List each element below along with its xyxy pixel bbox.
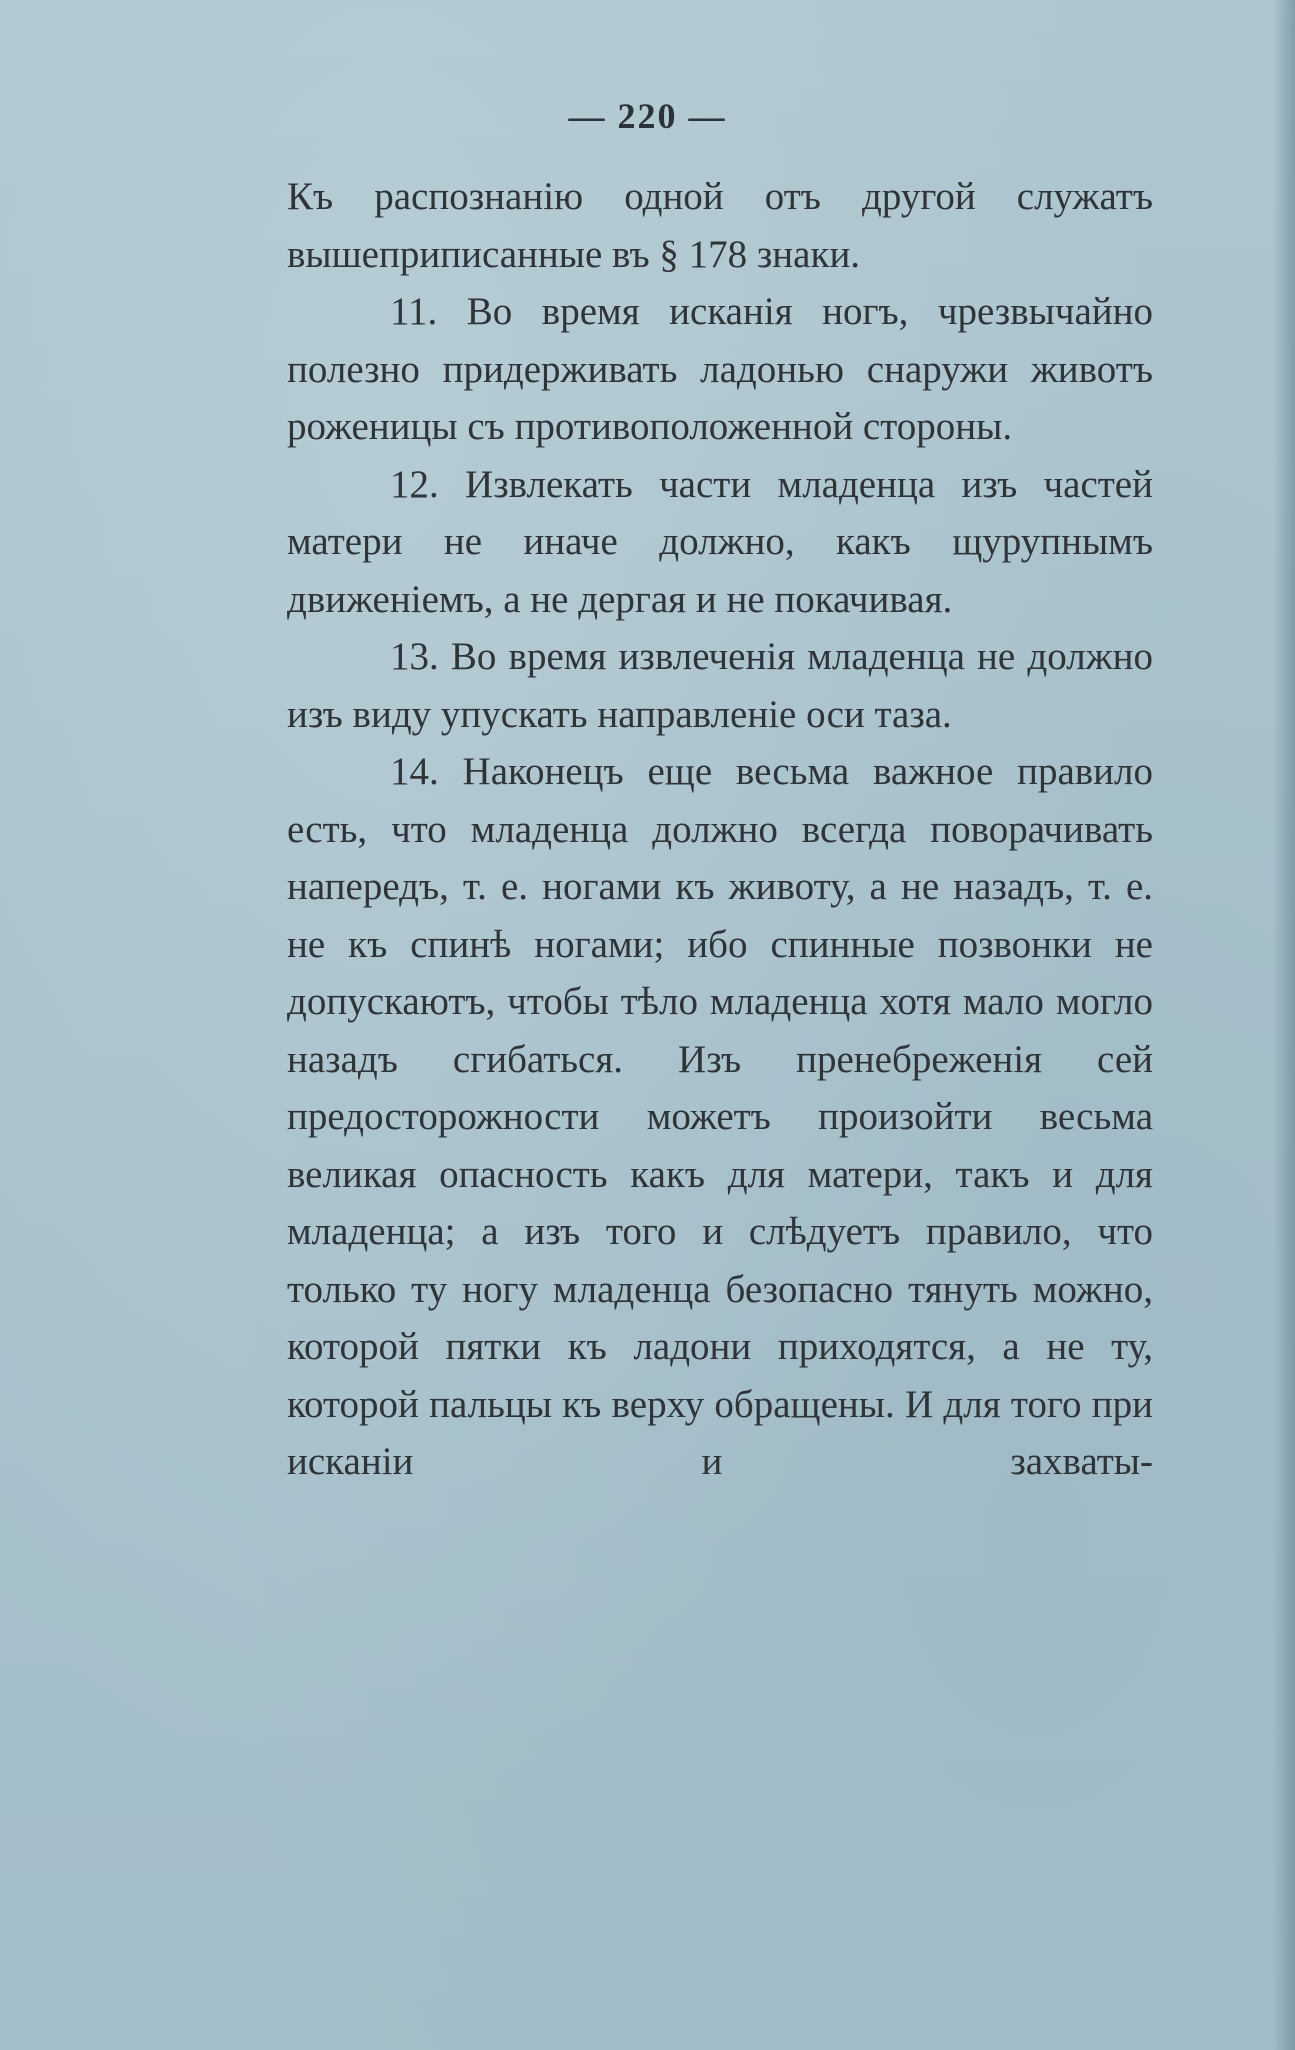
- page-edge-shadow: [1273, 0, 1295, 2050]
- paragraph-item-14: 14. Наконецъ еще весьма важное правило есть, что младенца должно всегда поворачивать напередъ, т. е. ногами къ животу, а не назадъ, т. е. не къ спинѣ ногами; ибо спинные позвонки не допускаютъ, чтобы тѣло младенца хотя мало могло назадъ сгибаться. Изъ пренебреженія сей предосторожности можетъ произойти весьма великая опасность какъ для матери, такъ и для младенца; а изъ того и слѣдуетъ правило, что только ту ногу младенца безопасно тянуть можно, которой пятки къ ладони приходятся, а не ту, которой пальцы къ верху обращены. И для того при исканіи и захваты-: [287, 750, 1153, 1483]
- page-body-text: [287, 168, 1153, 1491]
- page-number: — 220 —: [568, 96, 727, 136]
- paragraph-item-12: 12. Извлекать части младенца изъ частей матери не иначе должно, какъ щурупнымъ движеніемъ, а не дергая и не покачивая.: [287, 462, 1153, 621]
- paragraph-continuation: Къ распознанію одной отъ другой служатъ вышеприписанные въ § 178 знаки.: [287, 175, 1153, 276]
- paragraph-item-13: 13. Во время извлеченія младенца не должно изъ виду упускать направленіе оси таза.: [287, 635, 1153, 736]
- paragraph-item-11: 11. Во время исканія ногъ, чрезвычайно полезно придерживать ладонью снаружи животъ роженицы съ противоположенной стороны.: [287, 290, 1153, 448]
